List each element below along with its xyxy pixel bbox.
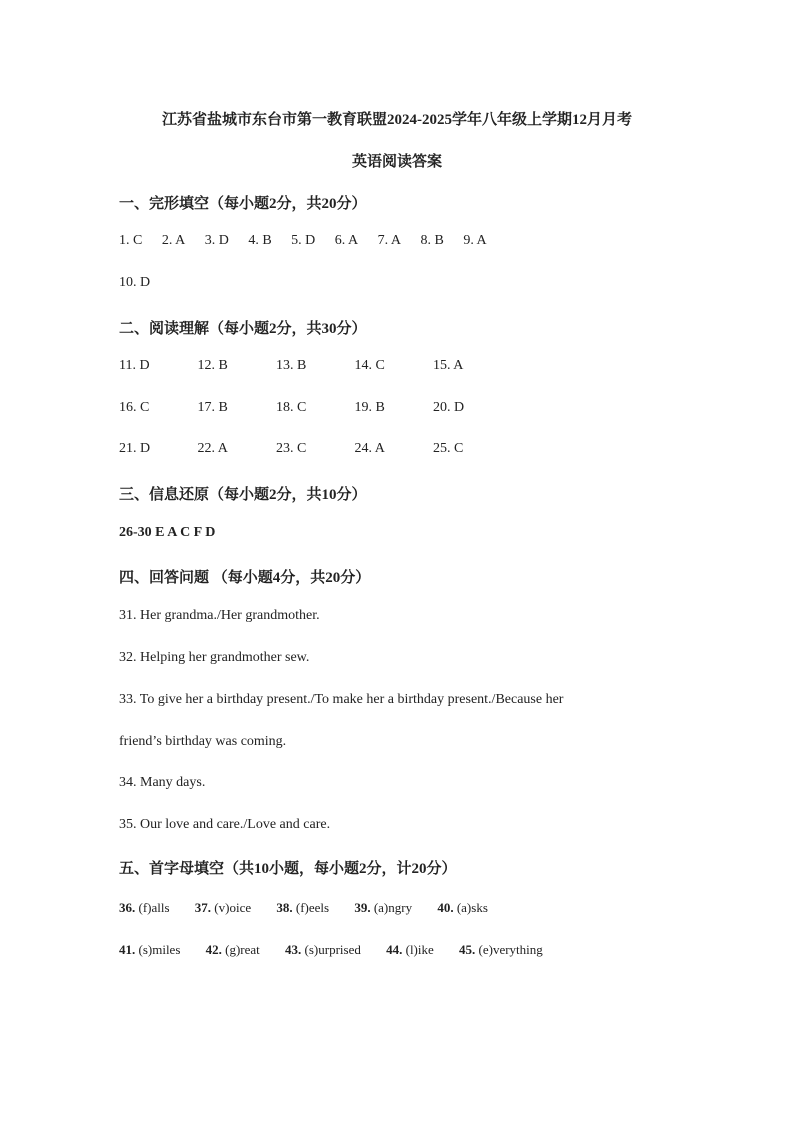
answer-15: 15. A [433,358,464,373]
answer-4: 4. B [248,233,272,248]
answer-8: 8. B [420,233,444,248]
answer-16: 16. C [119,400,150,415]
answer-14: 14. C [354,358,385,373]
answer-7: 7. A [377,233,401,248]
answer-10: 10. D [119,275,151,290]
section3-answer: 26-30 E A C F D [119,525,216,540]
answer-44: 44. (l)ike [386,942,434,957]
answer-9: 9. A [463,233,487,248]
answer-2: 2. A [161,233,186,248]
answer-6: 6. A [334,233,359,248]
answer-37: 37. (v)oice [194,900,252,915]
answer-17: 17. B [197,400,228,415]
section2-answers-row1 [119,358,508,374]
answer-36: 36. (f)alls [119,900,170,915]
answer-25: 25. C [433,441,464,456]
answer-12: 12. B [197,358,228,373]
answer-32: 32. Helping her grandmother sew. [119,650,310,665]
document-subtitle: 英语阅读答案 [351,154,442,170]
answer-31: 31. Her grandma./Her grandmother. [119,608,320,623]
document-title: 江苏省盐城市东台市第一教育联盟2024-2025学年八年级上学期12月月考 [162,112,632,128]
answer-19: 19. B [354,400,385,415]
section1-answers-row2 [119,275,150,291]
answer-35: 35. Our love and care./Love and care. [119,817,331,832]
answer-23: 23. C [276,441,307,456]
answer-21: 21. D [119,441,151,456]
answer-13: 13. B [276,358,307,373]
answer-38: 38. (f)eels [276,900,330,915]
answer-41: 41. (s)miles [119,942,181,957]
section2-answers-row3 [119,441,508,457]
answer-33: 33. To give her a birthday present./To make her a birthday present./Because her [119,692,564,707]
section5-heading: 五、首字母填空（共10小题，每小题2分，计20分） [119,861,457,877]
answer-24: 24. A [354,441,385,456]
answer-34: 34. Many days. [119,775,206,790]
answer-42: 42. (g)reat [205,942,260,957]
section3-heading: 三、信息还原（每小题2分，共10分） [119,487,367,503]
answer-1: 1. C [119,233,143,248]
section2-heading: 二、阅读理解（每小题2分，共30分） [119,321,367,337]
answer-5: 5. D [291,233,316,248]
section1-answers-row1 [119,233,503,249]
answer-18: 18. C [276,400,307,415]
answer-43: 43. (s)urprised [285,942,361,957]
section1-heading: 一、完形填空（每小题2分，共20分） [119,196,367,212]
answer-45: 45. (e)verything [459,942,543,957]
answer-33-continued: friend’s birthday was coming. [119,734,287,749]
section4-heading: 四、回答问题 （每小题4分，共20分） [119,570,371,586]
answer-11: 11. D [119,358,150,373]
section5-answers-row2 [119,942,565,958]
answer-39: 39. (a)ngry [354,900,413,915]
section5-answers-row1 [119,900,510,916]
answer-22: 22. A [197,441,228,456]
answer-20: 20. D [433,400,465,415]
answer-40: 40. (a)sks [437,900,488,915]
answer-3: 3. D [204,233,229,248]
section2-answers-row2 [119,400,508,416]
